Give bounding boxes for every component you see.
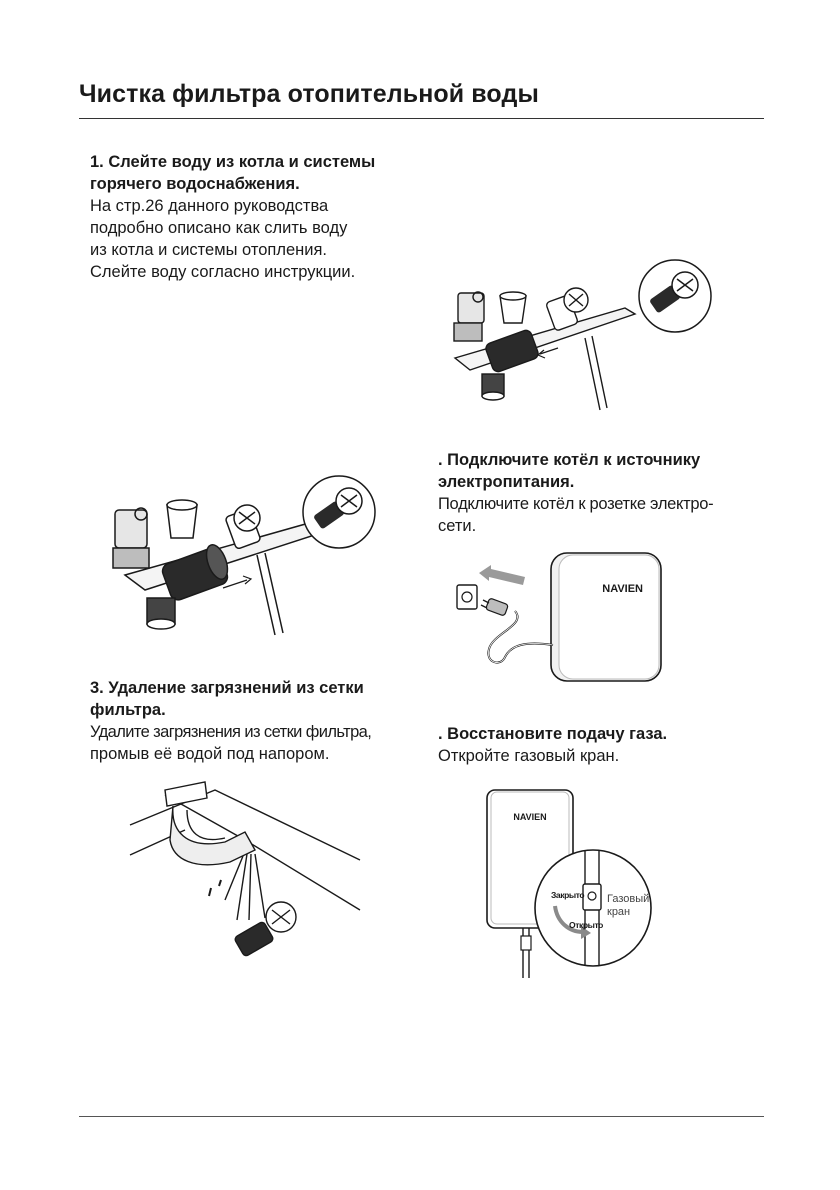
- step-3-heading-line1: 3. Удаление загрязнений из сетки: [90, 679, 364, 697]
- step-power-heading-line1: . Подключите котёл к источнику: [438, 451, 701, 469]
- step-3-text: [90, 677, 371, 765]
- filter-detail-circle-left: [301, 474, 377, 550]
- step-3-body-line: промыв её водой под напором.: [90, 745, 330, 763]
- step-3-heading-line2: фильтра.: [90, 701, 166, 719]
- boiler-power-illustration: [455, 545, 670, 685]
- filter-detail-circle-right: [637, 258, 713, 334]
- step-1-body-line: На стр.26 данного руководства: [90, 197, 329, 215]
- faucet-rinse-illustration: [125, 770, 365, 970]
- boiler-brand-logo-gas: NAVIEN: [513, 812, 547, 822]
- step-1-heading-line2: горячего водоснабжения.: [90, 175, 300, 193]
- gas-valve-illustration: [485, 788, 665, 980]
- footer-divider: [79, 1116, 764, 1117]
- step-gas-body-line: Откройте газовый кран.: [438, 747, 620, 765]
- step-power-body-line: сети.: [438, 517, 477, 535]
- step-1-body-line: подробно описано как слить воду: [90, 219, 348, 237]
- step-power-body-line: Подключите котёл к розетке электро-: [438, 495, 714, 513]
- step-1-heading-line1: 1. Слейте воду из котла и системы: [90, 153, 376, 171]
- page-title: Чистка фильтра отопительной воды: [79, 80, 539, 108]
- boiler-brand-logo: NAVIEN: [602, 583, 643, 595]
- step-1-body-line: Слейте воду согласно инструкции.: [90, 263, 356, 281]
- title-divider: [79, 118, 764, 119]
- valve-closed-label: Закрыто: [551, 890, 585, 900]
- step-3-body-line: Удалите загрязнения из сетки фильтра,: [90, 723, 372, 741]
- step-power-text: [438, 449, 713, 537]
- step-power-heading-line2: электропитания.: [438, 473, 575, 491]
- valve-open-label: Открыто: [569, 920, 603, 930]
- gas-valve-label-line2: кран: [607, 906, 631, 918]
- step-gas-text: [438, 723, 667, 767]
- step-gas-heading: . Восстановите подачу газа.: [438, 725, 668, 743]
- step-1-text: [90, 151, 375, 283]
- gas-valve-label-line1: Газовый: [607, 893, 650, 905]
- filter-removal-illustration-right: [440, 278, 640, 413]
- step-1-body-line: из котла и системы отопления.: [90, 241, 327, 259]
